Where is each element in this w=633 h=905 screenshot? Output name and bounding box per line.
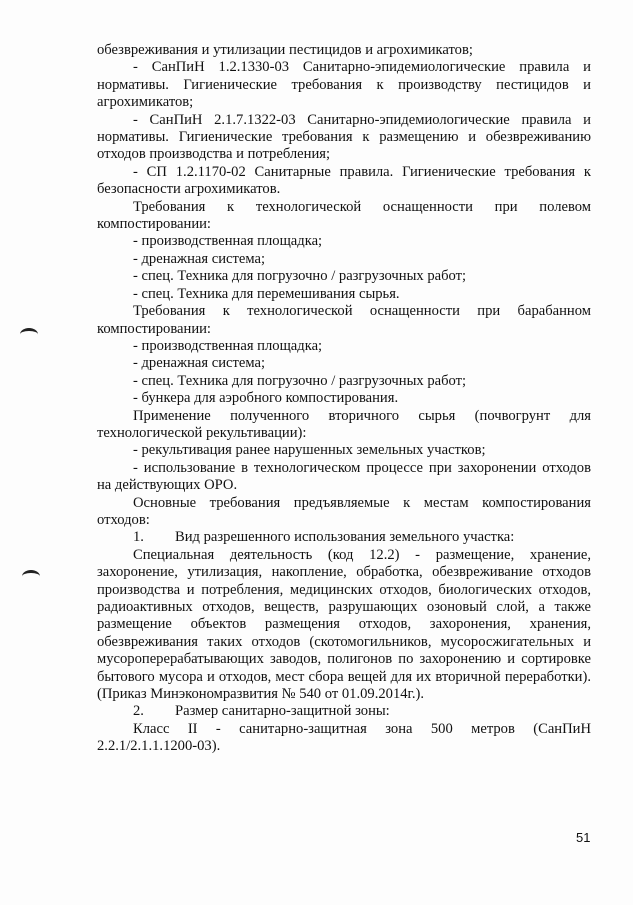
item-number: 1. — [133, 529, 144, 546]
list-item: - спец. Техника для перемешивания сырья. — [133, 285, 400, 302]
list-item: - производственная площадка; — [133, 337, 323, 354]
text-line: обезвреживания и утилизации пестицидов и агрохимикатов; — [97, 42, 473, 58]
item-text: Вид разрешенного использования земельного участка: — [175, 529, 515, 546]
numbered-item — [97, 703, 591, 720]
list-item: - СанПиН 1.2.1330-03 Санитарно-эпидемиологические правила и нормативы. Гигиенические требования к производству пестицидов и агрохимикатов; — [97, 59, 591, 111]
list-item: - дренажная система; — [133, 250, 266, 267]
paragraph: Основные требования предъявляемые к местам компостирования отходов: — [97, 494, 591, 528]
page-number: 51 — [576, 830, 591, 845]
paragraph: Специальная деятельность (код 12.2) - размещение, хранение, захоронение, утилизация, накопление, обработка, обезвреживание отходов производства и потребления, медицинских отходов, биологических отходов, радиоактивных отходов, веществ, разрушающих озоновый слой, а также размещение объектов размещения отходов, захоронения, хранения, обезвреживания таких отходов (скотомогильников, мусоросжигательных и мусороперерабатывающих заводов, полигонов по захоронению и сортировке бытового мусора и отходов, мест сбора вещей для их вторичной переработки). (Приказ Минэкономразвития № 540 от 01.09.2014г.). — [97, 546, 591, 703]
list-item: - спец. Техника для погрузочно / разгрузочных работ; — [133, 268, 467, 285]
list-item: - СП 1.2.1170-02 Санитарные правила. Гигиенические требования к безопасности агрохимикатов. — [97, 163, 591, 198]
numbered-item — [97, 529, 591, 546]
list-item: - использование в технологическом процессе при захоронении отходов на действующих ОРО. — [97, 459, 591, 494]
list-item: - рекультивация ранее нарушенных земельных участков; — [133, 442, 486, 459]
list-item: - спец. Техника для погрузочно / разгрузочных работ; — [133, 372, 467, 389]
list-item: - производственная площадка; — [133, 233, 323, 250]
item-number: 2. — [133, 703, 144, 720]
binding-hole-mark — [20, 328, 38, 341]
paragraph: Требования к технологической оснащенности при барабанном компостировании: — [97, 303, 591, 337]
item-text: Размер санитарно-защитной зоны: — [175, 703, 390, 720]
paragraph: Требования к технологической оснащенности при полевом компостировании: — [97, 198, 591, 233]
paragraph: Применение полученного вторичного сырья (почвогрунт для технологической рекультивации): — [97, 407, 591, 441]
list-item: - дренажная система; — [133, 355, 266, 372]
binding-hole-mark — [22, 570, 40, 583]
list-item: - СанПиН 2.1.7.1322-03 Санитарно-эпидемиологические правила и нормативы. Гигиенические требования к размещению и обезвреживанию отходов производства и потребления; — [97, 111, 591, 163]
paragraph: Класс II - санитарно-защитная зона 500 метров (СанПиН 2.2.1/2.1.1.1200-03). — [97, 720, 591, 755]
list-item: - бункера для аэробного компостирования. — [133, 390, 399, 407]
document-body — [97, 42, 591, 756]
